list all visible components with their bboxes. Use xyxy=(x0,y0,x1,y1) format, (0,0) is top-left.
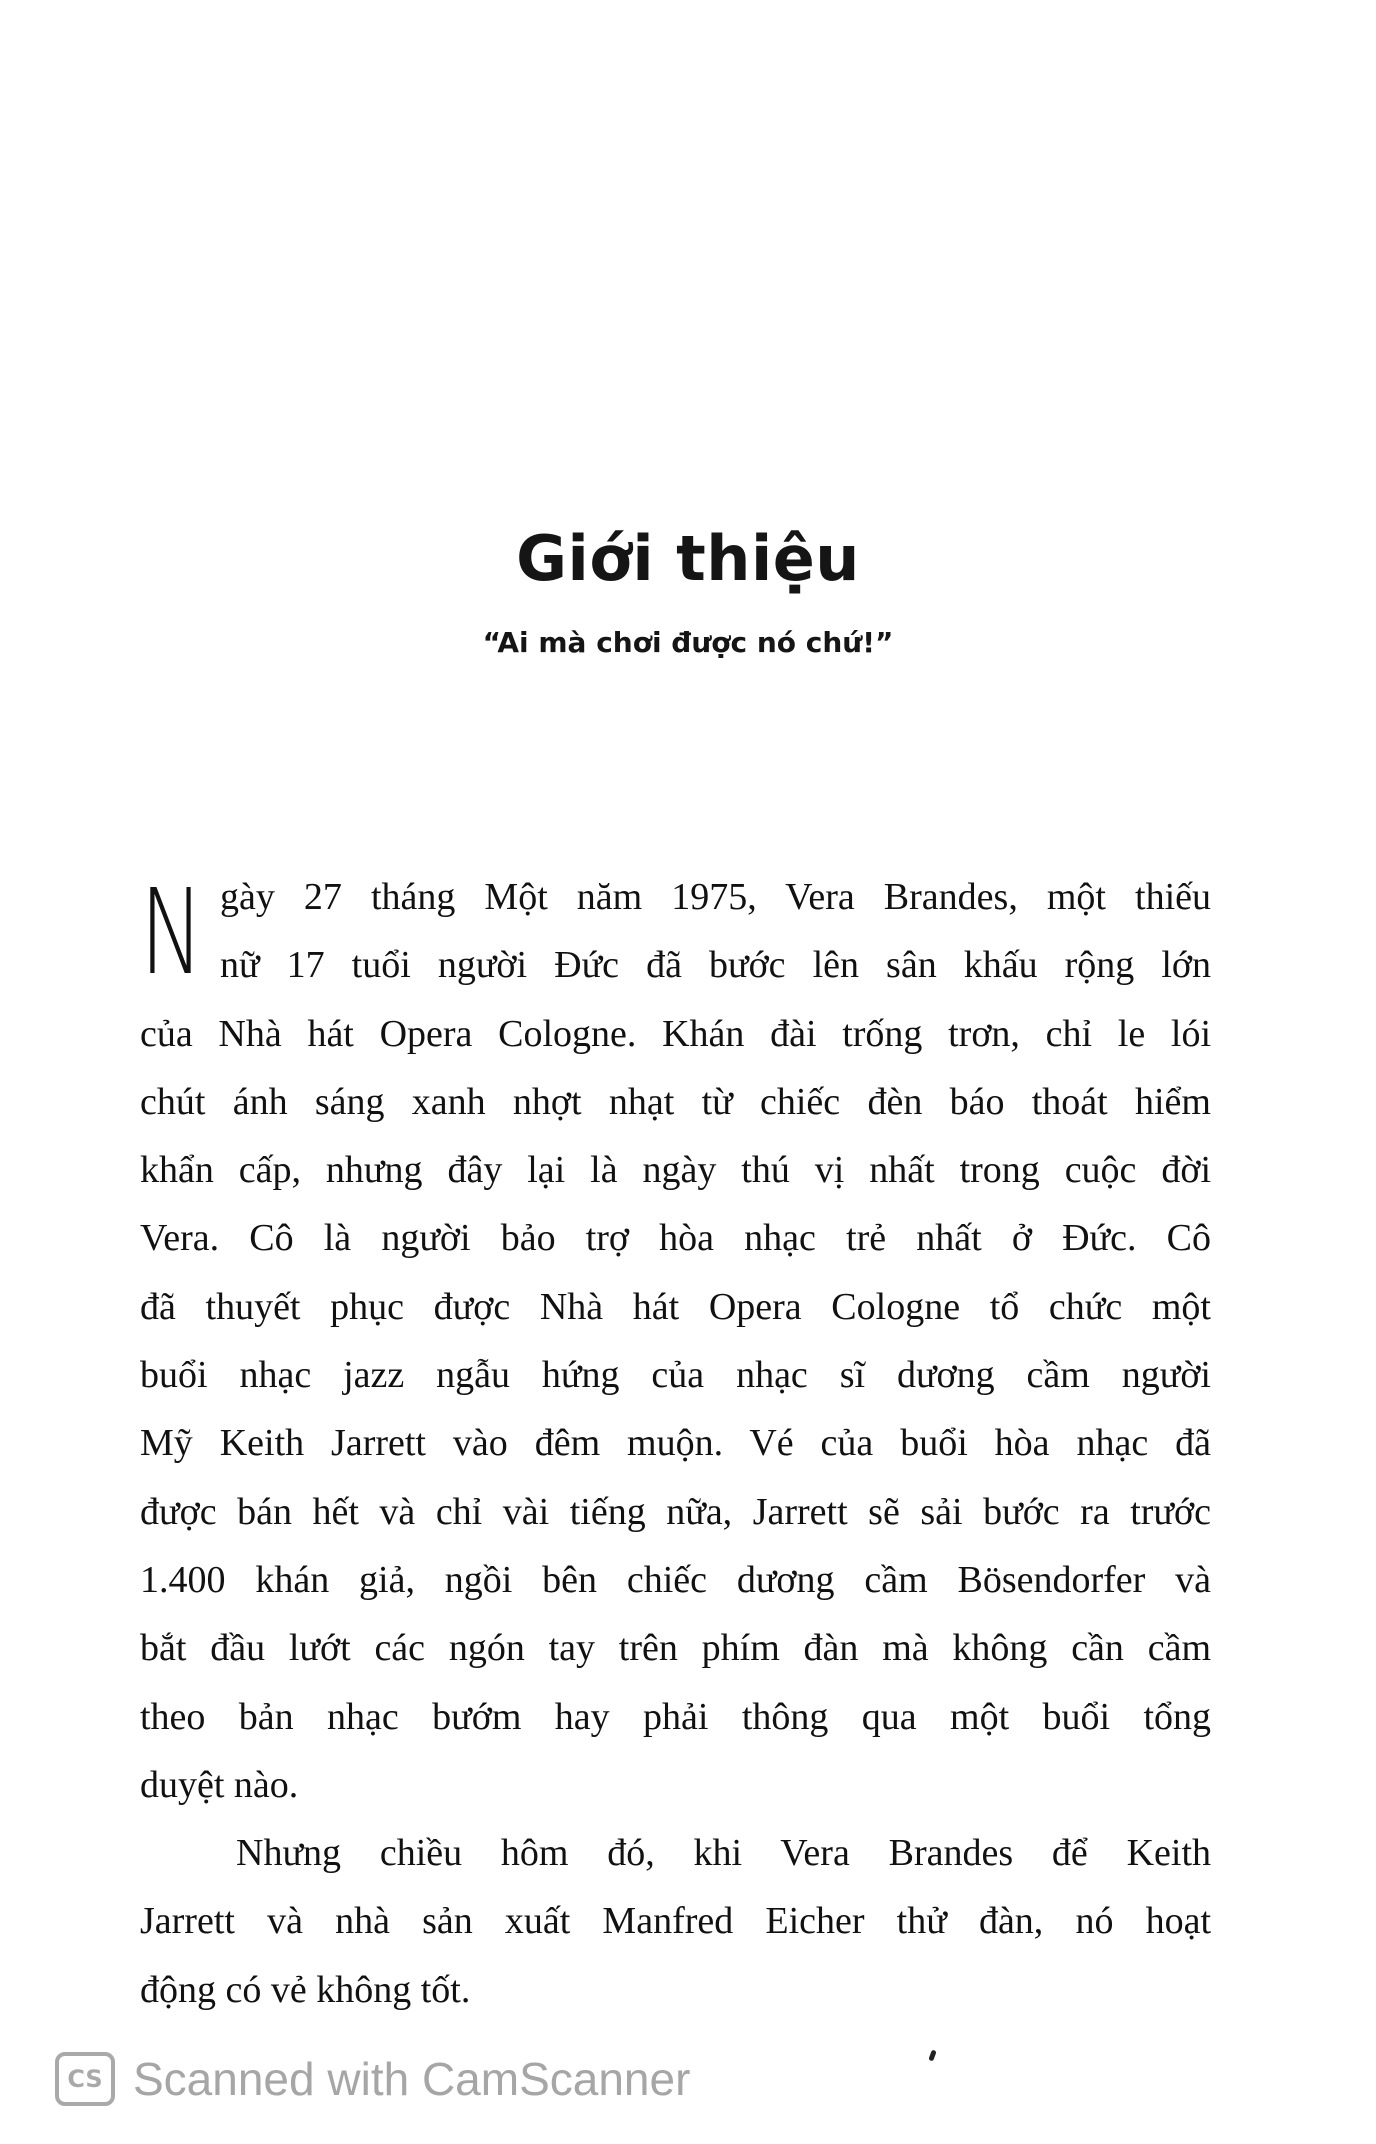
text-line: Nhưng chiều hôm đó, khi Vera Brandes để Keith xyxy=(236,1832,1211,1875)
scan-speck xyxy=(928,2049,936,2061)
text-line: bắt đầu lướt các ngón tay trên phím đàn mà không cần cầm xyxy=(140,1627,1211,1670)
text-line: Jarrett và nhà sản xuất Manfred Eicher thử đàn, nó hoạt xyxy=(140,1900,1211,1943)
text-line: Vera. Cô là người bảo trợ hòa nhạc trẻ nhất ở Đức. Cô xyxy=(140,1217,1211,1260)
text-line: 1.400 khán giả, ngồi bên chiếc dương cầm Bösendorfer và xyxy=(140,1558,1211,1601)
camscanner-logo-icon: CS xyxy=(55,2052,115,2106)
text-line: nữ 17 tuổi người Đức đã bước lên sân khấu rộng lớn xyxy=(220,944,1211,987)
text-line: theo bản nhạc bướm hay phải thông qua một buổi tổng xyxy=(140,1695,1211,1738)
text-line: khẩn cấp, nhưng đây lại là ngày thú vị nhất trong cuộc đời xyxy=(140,1149,1211,1192)
text-line: của Nhà hát Opera Cologne. Khán đài trống trơn, chỉ le lói xyxy=(140,1012,1211,1055)
drop-cap: N xyxy=(140,863,204,1001)
body-text xyxy=(140,863,1211,2024)
text-line: buổi nhạc jazz ngẫu hứng của nhạc sĩ dương cầm người xyxy=(140,1354,1211,1397)
text-line: động có vẻ không tốt. xyxy=(140,1968,471,2011)
text-line: duyệt nào. xyxy=(140,1763,299,1806)
chapter-epigraph: “Ai mà chơi được nó chứ!” xyxy=(482,626,894,659)
text-line: gày 27 tháng Một năm 1975, Vera Brandes, một thiếu xyxy=(220,876,1211,918)
text-line: được bán hết và chỉ vài tiếng nữa, Jarrett sẽ sải bước ra trước xyxy=(140,1490,1211,1533)
text-line: Mỹ Keith Jarrett vào đêm muộn. Vé của buổi hòa nhạc đã xyxy=(140,1422,1211,1465)
camscanner-watermark xyxy=(55,2052,690,2106)
chapter-title: Giới thiệu xyxy=(516,521,860,595)
watermark-text: Scanned with CamScanner xyxy=(133,2053,691,2105)
text-line: đã thuyết phục được Nhà hát Opera Cologne tổ chức một xyxy=(140,1285,1211,1328)
text-line: chút ánh sáng xanh nhợt nhạt từ chiếc đèn báo thoát hiểm xyxy=(140,1080,1211,1123)
